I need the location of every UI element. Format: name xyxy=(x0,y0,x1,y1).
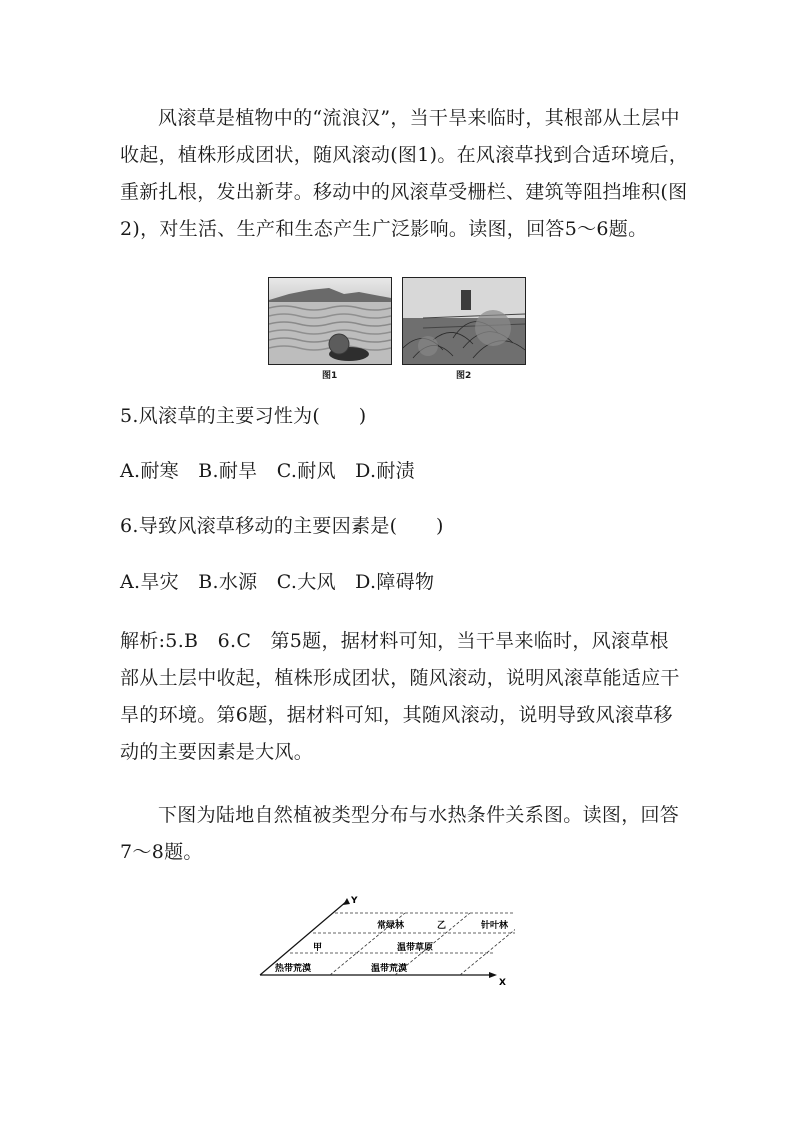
label-coniferous-forest: 针叶林 xyxy=(481,921,509,931)
label-tropical-desert: 热带荒漠 xyxy=(275,964,312,974)
figure-2-caption: 图2 xyxy=(456,371,472,381)
desert-dunes-image xyxy=(269,278,391,364)
label-temperate-grassland: 温带草原 xyxy=(397,943,434,953)
axis-y-label: Y xyxy=(351,896,358,906)
label-yi: 乙 xyxy=(437,921,447,931)
label-jia: 甲 xyxy=(313,943,323,953)
y-axis-arrow xyxy=(343,898,350,905)
figure-1-caption: 图1 xyxy=(322,371,338,381)
label-evergreen-forest: 常绿林 xyxy=(377,921,405,931)
answer-explanation: 解析:5.B 6.C 第5题，据材料可知，当干旱来临时，风滚草根部从土层中收起，植株形成团状，随风滚动，说明风滚草能适应干旱的环境。第6题，据材料可知，其随风滚动，说明导致风滚草移动的主要因素是大风。 xyxy=(120,630,680,763)
question-6-stem: 6.导致风滚草移动的主要因素是( ) xyxy=(120,515,444,537)
question-5-stem: 5.风滚草的主要习性为( ) xyxy=(120,405,367,427)
figure-1-photo xyxy=(268,277,392,365)
label-temperate-desert: 温带荒漠 xyxy=(371,964,408,974)
question-6-options: A.旱灾 B.水源 C.大风 D.障碍物 xyxy=(120,571,435,593)
intro-paragraph: 风滚草是植物中的“流浪汉”，当干旱来临时，其根部从土层中收起，植株形成团状，随风滚动(图1)。在风滚草找到合适环境后，重新扎根，发出新芽。移动中的风滚草受栅栏、建筑等阻挡堆积(图2)，对生活、生产和生态产生广泛影响。读图，回答5～6题。 xyxy=(120,107,689,240)
tumbleweed-fence-image xyxy=(403,278,525,364)
x-axis-arrow xyxy=(489,972,497,978)
figure-2-photo xyxy=(402,277,526,365)
vegetation-diagram xyxy=(255,893,515,993)
axis-x-label: X xyxy=(499,978,506,988)
question-5-options: A.耐寒 B.耐旱 C.耐风 D.耐渍 xyxy=(120,460,415,482)
intro-paragraph-2: 下图为陆地自然植被类型分布与水热条件关系图。读图，回答7～8题。 xyxy=(120,804,680,863)
